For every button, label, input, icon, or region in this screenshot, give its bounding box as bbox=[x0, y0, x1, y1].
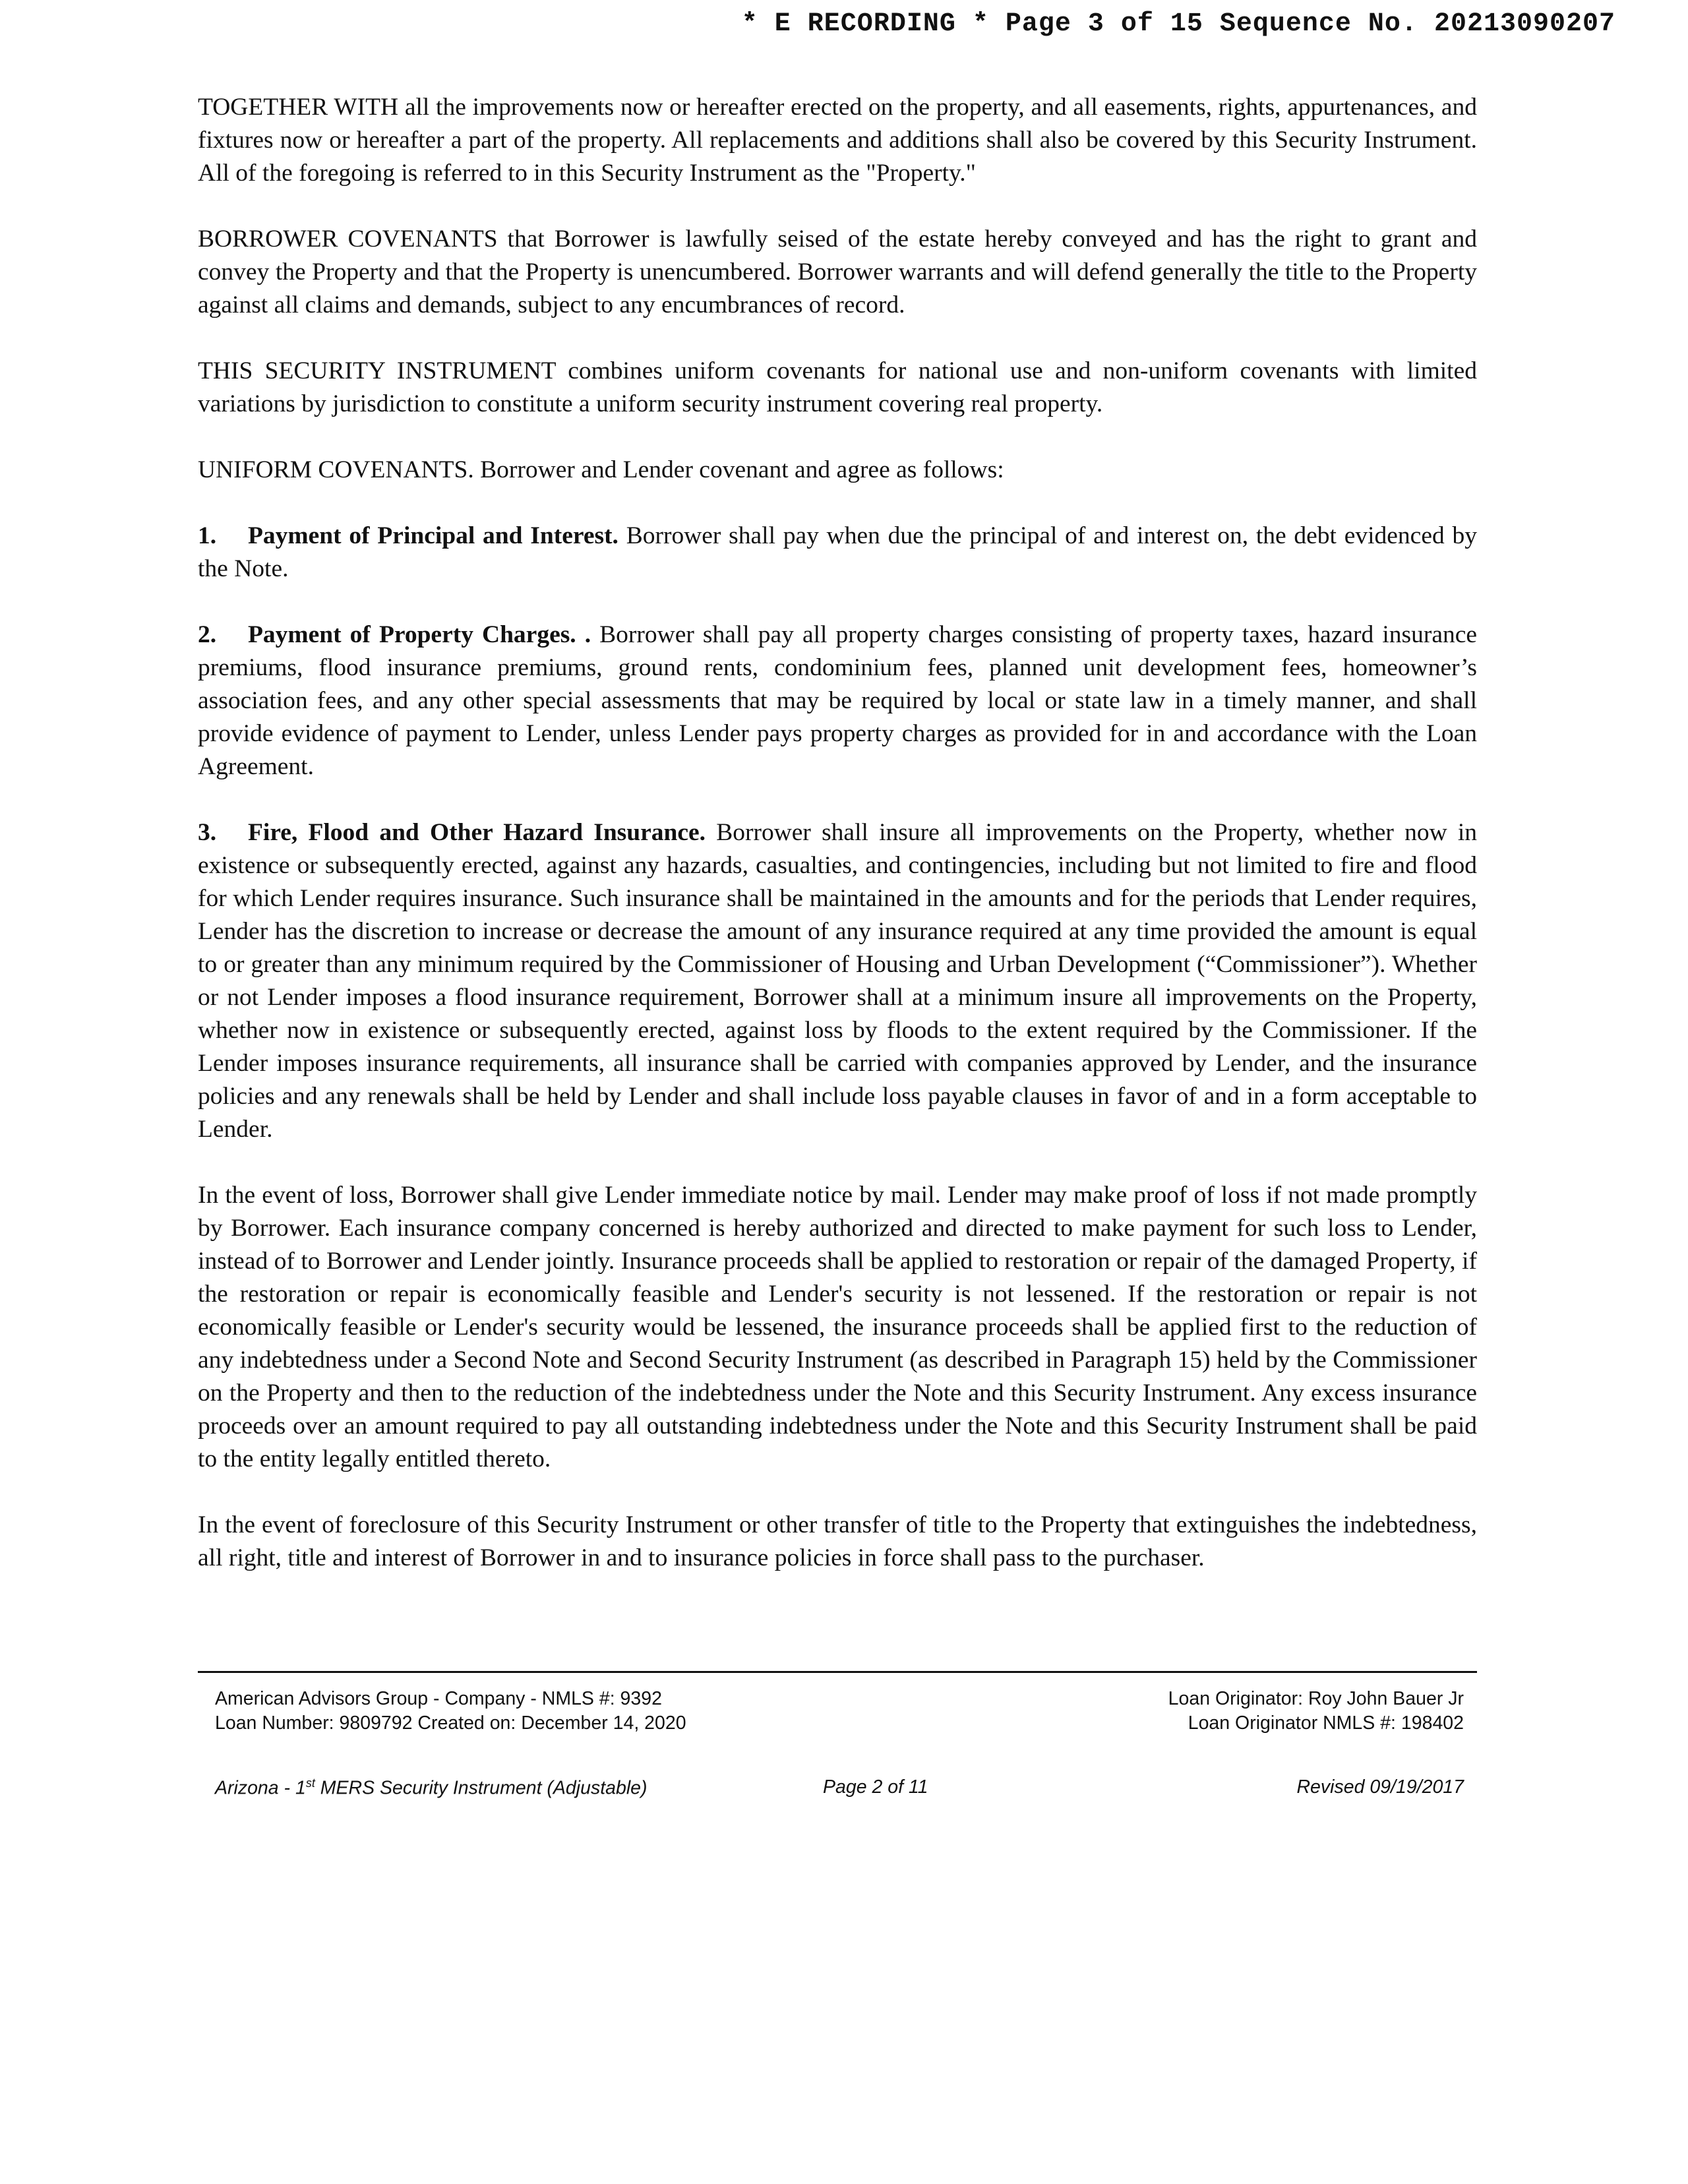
section-3-text: Borrower shall insure all improvements on the Property, whether now in existence or subsequently erected, against any hazards, casualties, and contingencies, including but not limited to fire and flood for which Lender requires insurance. Such insurance shall be maintained in the amounts and for the periods that Lender requires, Lender has the discretion to increase or decrease the amount of any insurance required at any time provided the amount is equal to or greater than any minimum required by the Commissioner of Housing and Urban Development (“Commissioner”). Whether or not Lender imposes a flood insurance requirement, Borrower shall at a minimum insure all improvements on the Property, whether now in existence or subsequently erected, against loss by floods to the extent required by the Commissioner. If the Lender imposes insurance requirements, all insurance shall be carried with companies approved by Lender, and the insurance policies and any renewals shall be held by Lender and shall include loss payable clauses in favor of and in a form acceptable to Lender. bbox=[198, 819, 1478, 1143]
section-2-number: 2. bbox=[198, 621, 217, 648]
footer-divider bbox=[198, 1671, 1477, 1673]
section-3-paragraph bbox=[198, 816, 1477, 1146]
loss-event-paragraph: In the event of loss, Borrower shall give Lender immediate notice by mail. Lender may make proof of loss if not made promptly by Borrower. Each insurance company concerned is hereby authorized and directed to make payment for such loss to Lender, instead of to Borrower and Lender jointly. Insurance proceeds shall be applied to restoration or repair of the damaged Property, if the restoration or repair is economically feasible and Lender's security is not lessened. If the restoration or repair is not economically feasible or Lender's security would be lessened, the insurance proceeds shall be applied first to the reduction of any indebtedness under a Second Note and Second Security Instrument (as described in Paragraph 15) held by the Commissioner on the Property and then to the reduction of the indebtedness under the Note and this Security Instrument. Any excess insurance proceeds over an amount required to pay all outstanding indebtedness under the Note and this Security Instrument shall be paid to the entity legally entitled thereto. bbox=[198, 1182, 1477, 1472]
form-title-prefix: Arizona - 1 bbox=[215, 1777, 306, 1799]
document-form-title bbox=[215, 1776, 648, 1800]
section-1-title: Payment of Principal and Interest. bbox=[248, 522, 618, 549]
section-2-text: Borrower shall pay all property charges consisting of property taxes, hazard insurance premiums, flood insurance premiums, ground rents, condominium fees, planned unit development fees, homeowner’s association fees, and any other special assessments that may be required by local or state law in a timely manner, and shall provide evidence of payment to Lender, unless Lender pays property charges as provided for in and accordance with the Loan Agreement. bbox=[198, 621, 1478, 780]
section-3-number: 3. bbox=[198, 819, 217, 846]
section-2-paragraph bbox=[198, 619, 1477, 783]
section-1-number: 1. bbox=[198, 522, 217, 549]
footer-originator-info bbox=[1168, 1687, 1464, 1736]
section-2-title: Payment of Property Charges. . bbox=[248, 621, 591, 648]
document-body bbox=[198, 91, 1477, 1575]
section-1-paragraph bbox=[198, 520, 1477, 586]
form-title-suffix: MERS Security Instrument (Adjustable) bbox=[315, 1777, 648, 1799]
section-1-text: Borrower shall pay when due the principal of and interest on, the debt evidenced by the Note. bbox=[198, 522, 1477, 582]
footer-lender-info bbox=[215, 1687, 686, 1736]
footer-originator-nmls-line: Loan Originator NMLS #: 198402 bbox=[1188, 1713, 1464, 1734]
section-3-title: Fire, Flood and Other Hazard Insurance. bbox=[248, 819, 706, 846]
revision-date: Revised 09/19/2017 bbox=[1296, 1776, 1464, 1798]
footer-loan-line: Loan Number: 9809792 Created on: December 14, 2020 bbox=[215, 1713, 686, 1734]
security-instrument-paragraph: THIS SECURITY INSTRUMENT combines uniform covenants for national use and non-uniform covenants with limited variations by jurisdiction to constitute a uniform security instrument covering real property. bbox=[198, 357, 1477, 417]
uniform-covenants-paragraph: UNIFORM COVENANTS. Borrower and Lender covenant and agree as follows: bbox=[198, 456, 1004, 483]
recording-header: * E RECORDING * Page 3 of 15 Sequence No. 20213090207 bbox=[741, 9, 1615, 39]
form-title-superscript: st bbox=[305, 1776, 315, 1790]
together-with-paragraph: TOGETHER WITH all the improvements now or hereafter erected on the property, and all easements, rights, appurtenances, and fixtures now or hereafter a part of the property. All replacements and additions shall also be covered by this Security Instrument. All of the foregoing is referred to in this Security Instrument as the "Property." bbox=[198, 94, 1477, 187]
borrower-covenants-paragraph: BORROWER COVENANTS that Borrower is lawfully seised of the estate hereby conveyed and has the right to grant and convey the Property and that the Property is unencumbered. Borrower warrants and will defend generally the title to the Property against all claims and demands, subject to any encumbrances of record. bbox=[198, 226, 1477, 318]
footer-company-line: American Advisors Group - Company - NMLS #: 9392 bbox=[215, 1688, 662, 1709]
page-number: Page 2 of 11 bbox=[823, 1776, 928, 1798]
footer-originator-line: Loan Originator: Roy John Bauer Jr bbox=[1168, 1688, 1464, 1709]
foreclosure-event-paragraph: In the event of foreclosure of this Security Instrument or other transfer of title to the Property that extinguishes the indebtedness, all right, title and interest of Borrower in and to insurance policies in force shall pass to the purchaser. bbox=[198, 1511, 1477, 1571]
